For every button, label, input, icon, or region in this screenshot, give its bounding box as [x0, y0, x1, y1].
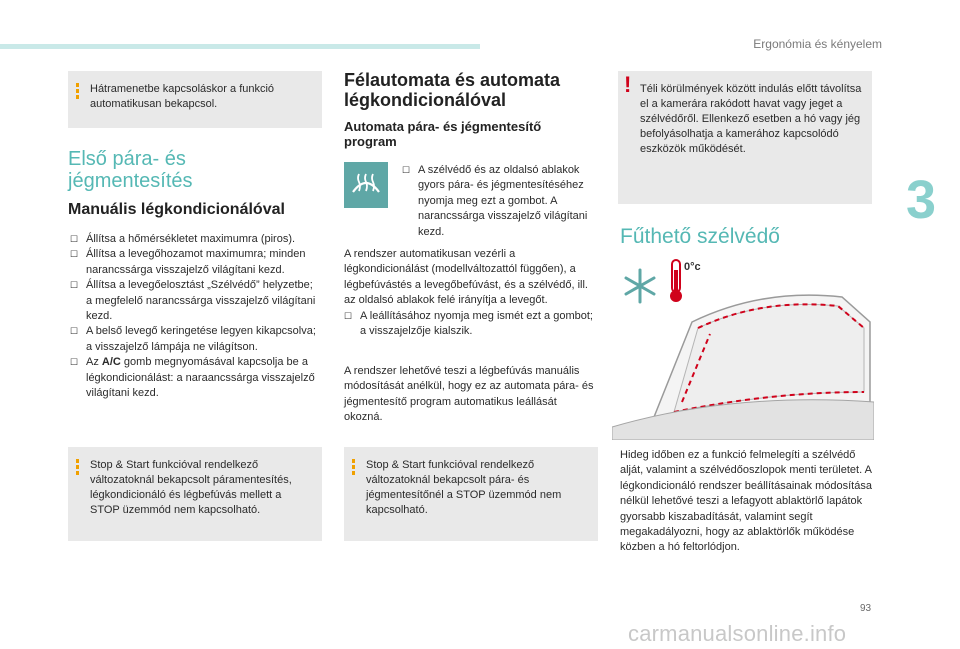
- info-note-stop-start: [68, 447, 322, 541]
- temp-label: 0°c: [684, 261, 701, 273]
- section-title-heated-windscreen: Fűthető szélvédő: [620, 225, 780, 248]
- header-accent-bar: [0, 44, 480, 49]
- checkbox-icon: ☐: [70, 357, 79, 368]
- section-title-front-defrost: Első pára- és jégmentesítés: [68, 148, 193, 192]
- info-note-stop-start-auto: [344, 447, 598, 541]
- heated-windscreen-illustration: [612, 252, 874, 440]
- warning-box-camera: [618, 71, 872, 204]
- checkbox-icon: ☐: [70, 280, 79, 291]
- step-item: ☐ Az A/C gomb megnyomásával kapcsolja be a légkondicionálást: a naraancssárga visszajelző világítani kezd.: [70, 356, 315, 400]
- defrost-button-icon: [344, 162, 388, 208]
- manual-steps: [70, 232, 322, 401]
- section-title-auto-ac: Félautomata és automata légkondicionálóval: [344, 70, 561, 110]
- auto-icon-step: ☐ A szélvédő és az oldalsó ablakok gyors pára- és jégmentesítéséhez nyomja meg ezt a gombot. A narancssárga visszajelző világítani kezd.: [402, 164, 588, 238]
- watermark: carmanualsonline.info: [628, 621, 847, 646]
- step-item: ☐ A leállításához nyomja meg ismét ezt a gombot; a visszajelzője kialszik.: [344, 309, 593, 338]
- checkbox-icon: ☐: [344, 310, 353, 321]
- info-note-reverse: [68, 71, 322, 128]
- auto-note-paragraph: A rendszer lehetővé teszi a légbefúvás manuális módosítását anélkül, hogy ez az automata pára- és jégmentesítő program automatikus leállását okozná.: [344, 365, 594, 424]
- checkbox-icon: ☐: [70, 326, 79, 337]
- note-text: Stop & Start funkcióval rendelkező változatoknál bekapcsolt páramentesítés, légkondicionáló és légbefúvás mellett a STOP üzemmód nem kapcsolható.: [90, 459, 292, 516]
- step-item: ☐ Állítsa a levegőhozamot maximumra; minden narancssárga visszajelző világítani kezd.: [70, 248, 306, 276]
- note-marker-icon: [352, 459, 355, 477]
- checkbox-icon: ☐: [70, 249, 79, 260]
- subtitle-manual-ac: Manuális légkondicionálóval: [68, 201, 285, 218]
- step-item: ☐ Állítsa a hőmérsékletet maximumra (piros).: [70, 232, 322, 247]
- note-text: Hátramenetbe kapcsoláskor a funkció automatikusan bekapcsol.: [90, 83, 275, 110]
- checkbox-icon: ☐: [70, 234, 79, 244]
- note-text: Stop & Start funkcióval rendelkező változatoknál bekapcsolt pára- és jégmentesítőnél a STOP üzemmód nem kapcsolható.: [366, 459, 562, 516]
- heated-windscreen-description: Hideg időben ez a funkció felmelegíti a szélvédő alját, valamint a szélvédőoszlopok menti területet. A légkondicionáló rendszer beállításainak módosítása nélkül lehetővé teszi a lefagyott ablaktörlő lapátok gyorsabb kiszabadítását, valamint segít megakadályozni, hogy az ablaktörlők működése közben a hó feltorlódjon.: [620, 449, 872, 554]
- page-number: 93: [860, 603, 872, 614]
- subtitle-auto-program: Automata pára- és jégmentesítő program: [344, 119, 542, 149]
- section-header-title: Ergonómia és kényelem: [753, 37, 882, 51]
- step-item: ☐ Állítsa a levegőelosztást „Szélvédő” helyzetbe; a megfelelő narancssárga visszajelző világítani kezd.: [70, 279, 316, 323]
- warning-text: Téli körülmények között indulás előtt távolítsa el a kamerára rakódott havat vagy jeget a szélvédőről. Ellenkező esetben a hó vagy jég befolyásolhatja a kamerához kapcsolódó eszközök működését.: [640, 83, 862, 155]
- note-marker-icon: [76, 459, 79, 477]
- chapter-number: 3: [906, 170, 937, 230]
- note-marker-icon: [76, 83, 79, 101]
- checkbox-icon: ☐: [402, 165, 411, 175]
- step-item: ☐ A belső levegő keringetése legyen kikapcsolva; a visszajelző lámpája ne világítson.: [70, 325, 316, 353]
- auto-description: A rendszer automatikusan vezérli a légkondicionálást (modellváltozattól függően), a légbefúvástés a levegőbefúvást, és a szélvédő, ill. az oldalsó ablakok felé irányítja a levegőt. ☐ A leállításához nyomja meg ismét ezt a gombot; a visszajelzője kialszik.: [344, 247, 598, 339]
- warning-icon: !: [624, 72, 632, 97]
